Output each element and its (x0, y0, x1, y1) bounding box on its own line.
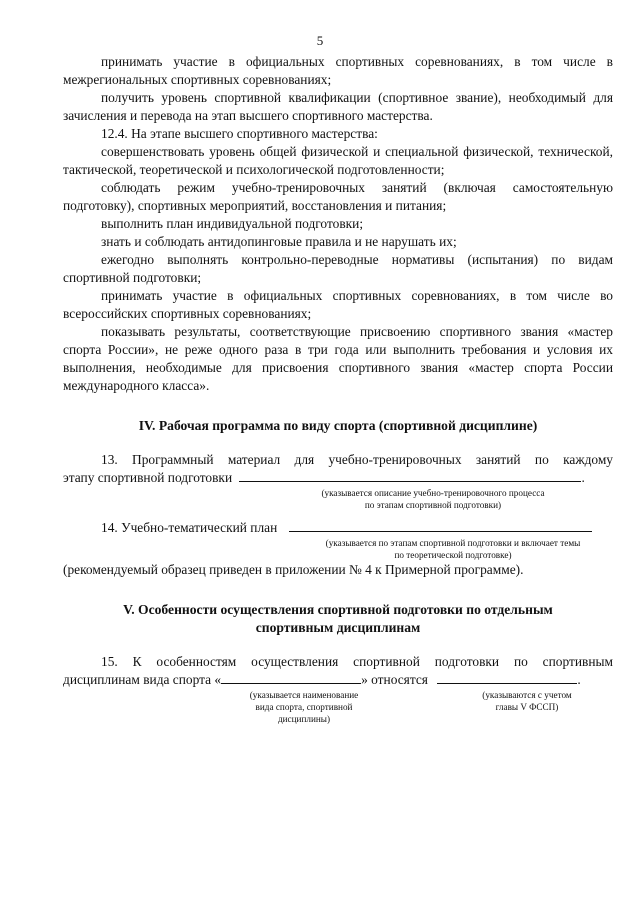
item-15-line2a: дисциплинам вида спорта « (63, 672, 222, 687)
paragraph: знать и соблюдать антидопинговые правила и не нарушать их; (101, 234, 457, 249)
paragraph: принимать участие в официальных спортивных соревнованиях, в том числе в межрегиональных спортивных соревнованиях; (63, 54, 613, 87)
paragraph: ежегодно выполнять контрольно-переводные нормативы (испытания) по видам спортивной подготовки; (63, 252, 613, 285)
item-13-note: (указывается описание учебно-тренировочного процесса по этапам спортивной подготовки) (321, 488, 545, 510)
item-15-line1: 15. К особенностям осуществления спортивной подготовки по спортивным (101, 654, 613, 669)
page-number: 5 (316, 33, 324, 48)
item-13-line2: этапу спортивной подготовки (63, 470, 233, 485)
paragraph: показывать результаты, соответствующие присвоению спортивного звания «мастер спорта России», не реже одного раза в три года или выполнить требования и условия их выполнения, необходимые для присвоения спортивного звания «мастер спорта России международного класса». (63, 324, 613, 393)
section-5-heading: V. Особенности осуществления спортивной подготовки по отдельным спортивным дисциплинам (123, 602, 553, 635)
item-12-4: 12.4. На этапе высшего спортивного мастерства: (101, 126, 378, 141)
item-13: 13. Программный материал для учебно-тренировочных занятий по каждому этапу спортивной подготовки . (указывается описание учебно-тренировочного процесса по этапам спортивной подготовки) (63, 452, 613, 510)
item-15: 15. К особенностям осуществления спортивной подготовки по спортивным дисциплинам вида спорта « » относятся . (указывается наименование вида спорта, спортивной дисциплины) (указываются с учетом главы V ФССП) (63, 654, 613, 724)
item-14 (63, 519, 613, 579)
section-4-heading: IV. Рабочая программа по виду спорта (спортивной дисциплине) (138, 418, 538, 433)
paragraph: совершенствовать уровень общей физической и специальной физической, технической, тактической, теоретической и психологической подготовленности; (63, 144, 613, 177)
blank-field (221, 672, 361, 684)
blank-field (437, 672, 577, 684)
blank-field (239, 470, 581, 482)
paragraph: выполнить план индивидуальной подготовки; (101, 216, 364, 231)
item-14-note: (указывается по этапам спортивной подготовки и включает темы по теоретической подготовке) (325, 538, 581, 560)
item-14-text: 14. Учебно-тематический план (101, 520, 278, 535)
item-15-note-right: (указываются с учетом главы V ФССП) (482, 690, 572, 712)
item-14-recommend: (рекомендуемый образец приведен в приложении № 4 к Примерной программе). (63, 562, 524, 577)
item-15-note-left: (указывается наименование вида спорта, спортивной дисциплины) (249, 690, 359, 724)
paragraph: принимать участие в официальных спортивных соревнованиях, в том числе во всероссийских спортивных соревнованиях; (63, 288, 613, 321)
item-13-line1: 13. Программный материал для учебно-тренировочных занятий по каждому (101, 452, 613, 467)
item-15-line2b: » относятся (361, 672, 428, 687)
paragraph: соблюдать режим учебно-тренировочных занятий (включая самостоятельную подготовку), спортивных мероприятий, восстановления и питания; (63, 180, 613, 213)
document-body (63, 53, 613, 739)
paragraph: получить уровень спортивной квалификации (спортивное звание), необходимый для зачисления и перевода на этап высшего спортивного мастерства. (63, 90, 613, 123)
blank-field (289, 520, 592, 532)
